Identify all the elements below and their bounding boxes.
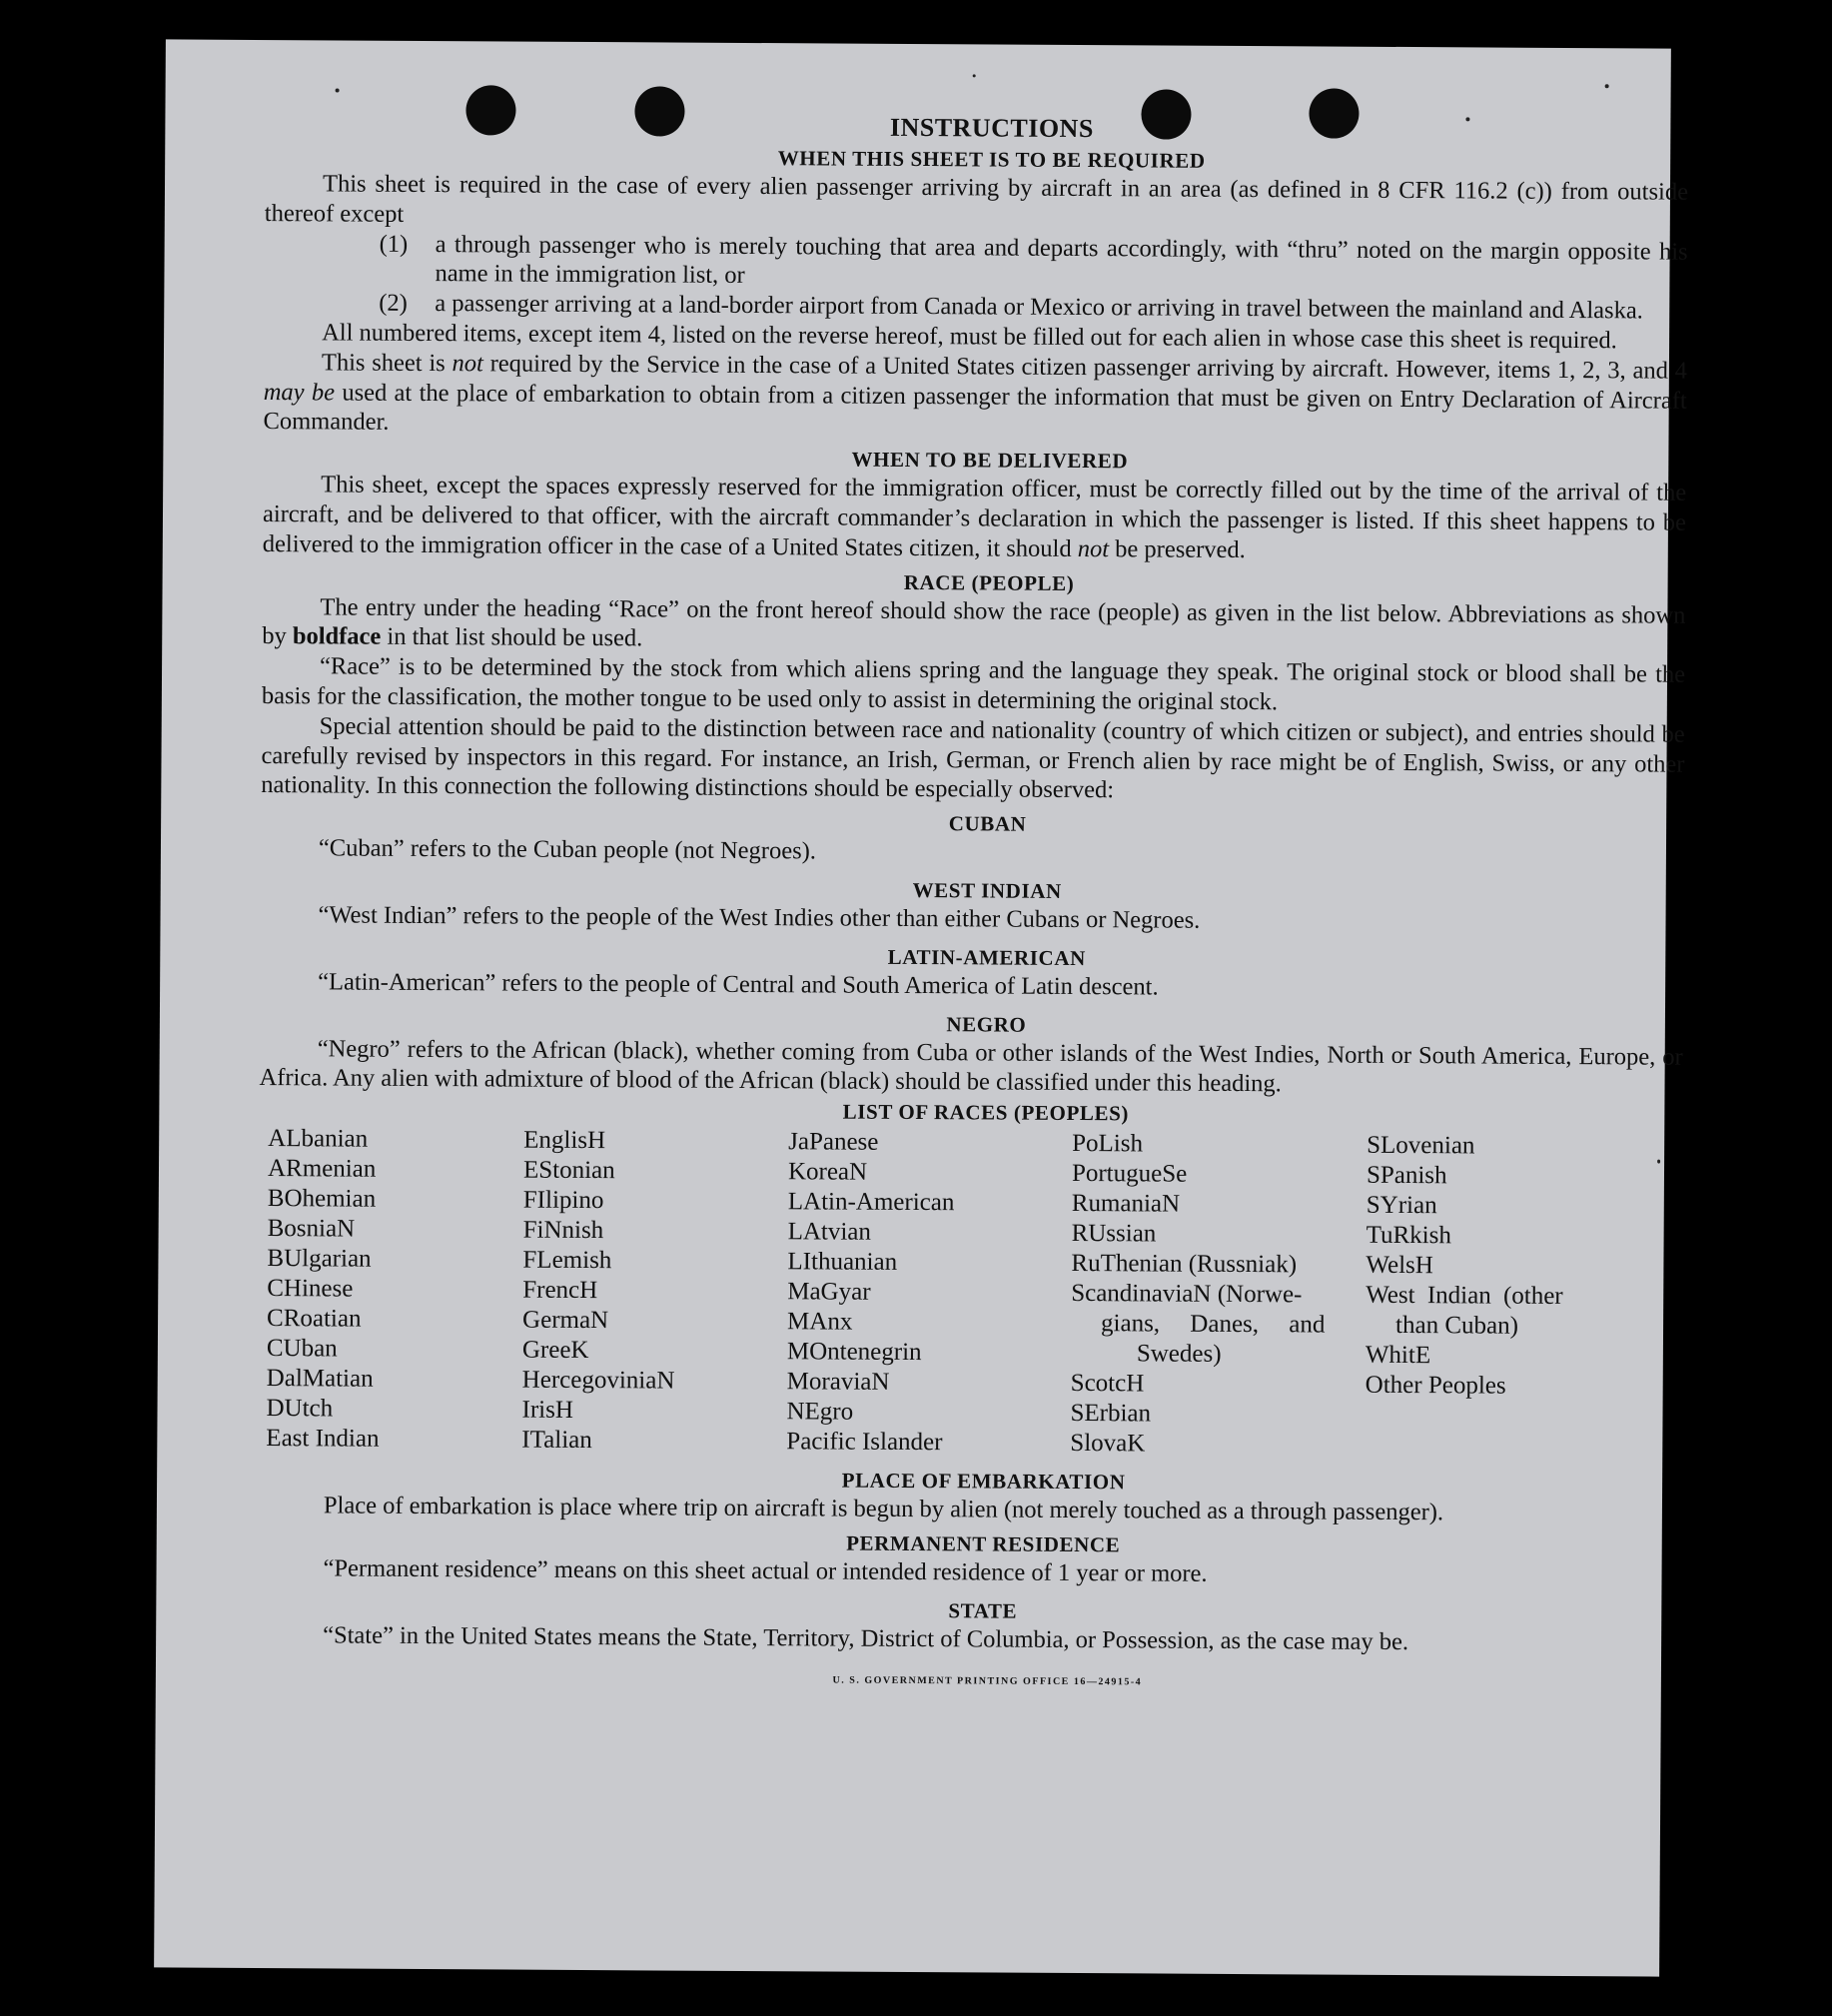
text-run: The entry under the heading “Race” on the front hereof should show the race (people) as given in the list below. Abbreviations as shown by [262,592,1686,650]
paragraph [262,592,1685,660]
races-column [521,1126,788,1458]
text-run: in that list should be used. [381,623,643,652]
section-heading: PLACE OF EMBARKATION [841,1468,1126,1495]
race-entry: SYrian [1366,1191,1437,1220]
paragraph: “Race” is to be determined by the stock from which aliens spring and the language they speak. The original stock or blood shall be the basis for the classification, the mother tongue to be used only to assist in determining the original stock. [261,652,1686,716]
section-heading: LIST OF RACES (PEOPLES) [842,1099,1130,1126]
section-heading: RACE (PEOPLE) [903,569,1075,595]
paragraph: “Permanent residence” means on this sheet actual or intended residence of 1 year or more. [323,1554,1208,1587]
races-column [266,1124,523,1456]
race-entry: Pacific Islander [786,1428,943,1457]
race-entry: ScandinaviaN (Norwe- [1071,1280,1303,1309]
race-entry: SLovenian [1367,1131,1475,1160]
paragraph [263,348,1687,446]
race-entry: NEgro [786,1398,854,1426]
race-entry: ALbanian [268,1125,369,1153]
race-entry: GreeK [521,1336,589,1365]
item-number: (2) [379,289,408,318]
paragraph: This sheet is required in the case of every alien passenger arriving by aircraft in an area (as defined in 8 CFR 116.2 (c)) from outside thereof except [264,170,1689,228]
section-heading: LATIN-AMERICAN [887,944,1086,970]
races-column [1365,1131,1636,1463]
race-entry: FIlipino [522,1186,604,1215]
speck [973,74,976,77]
race-entry: FLemish [522,1246,612,1275]
emphasis: not [452,349,483,378]
item-text: a passenger arriving at a land-border airport from Canada or Mexico or arriving in travel between the mainland and Alaska. [435,290,1643,325]
paragraph: “West Indian” refers to the people of the West Indies other than either Cubans or Negroes. [318,901,1201,934]
paragraph: “Latin-American” refers to the people of Central and South America of Latin descent. [318,968,1159,1001]
speck [336,88,340,92]
section-heading: NEGRO [946,1011,1027,1037]
paragraph: Special attention should be paid to the distinction between race and nationality (country of which citizen or subject), and entries should be carefully revised by inspectors in this regard. For instance, an Irish, German, or French alien by race might be of English, Swiss, or any other nationality. In this connection the following distinctions should be especially observed: [261,712,1685,804]
race-entry: SPanish [1366,1161,1447,1190]
bold-text: boldface [292,622,382,651]
paragraph [263,470,1687,567]
section-heading: WHEN THIS SHEET IS TO BE REQUIRED [777,146,1206,173]
races-list [266,1124,1682,1463]
race-entry: MaGyar [787,1278,871,1306]
race-entry: EnglisH [523,1126,606,1155]
paragraph: “Negro” refers to the African (black), whether coming from Cuba or other islands of the West Indies, North or South America, Europe, or Africa. Any alien with admixture of blood of the African (black) should be classified under this heading. [259,1034,1683,1098]
paragraph: Place of embarkation is place where trip on aircraft is begun by alien (not merely touched as a through passenger). [323,1492,1444,1526]
paragraph: All numbered items, except item 4, listed on the reverse hereof, must be filled out for each alien in whose case this sheet is required. [322,319,1617,355]
race-entry: EStonian [522,1156,615,1185]
race-entry: gians, Danes, and [1100,1310,1326,1339]
text-run: be preserved. [1109,534,1246,563]
race-entry: LAtvian [787,1218,872,1246]
section-heading: PERMANENT RESIDENCE [846,1530,1121,1557]
race-entry: MoraviaN [786,1368,890,1396]
printer-imprint: U. S. GOVERNMENT PRINTING OFFICE 16—24915-4 [832,1674,1143,1687]
race-entry: BosniaN [267,1215,356,1243]
speck [1657,1160,1660,1164]
race-entry: LIthuanian [787,1248,898,1277]
race-entry: PortugueSe [1071,1160,1188,1188]
emphasis: may be [263,378,336,407]
section-heading: STATE [948,1597,1018,1623]
race-entry: TuRkish [1366,1221,1451,1250]
section-heading: WEST INDIAN [912,877,1062,903]
race-entry: MOntenegrin [786,1338,922,1367]
race-entry: GermaN [522,1306,609,1335]
race-entry: KoreaN [787,1158,868,1186]
race-entry: RumaniaN [1071,1190,1181,1218]
section-heading: WHEN TO BE DELIVERED [851,447,1129,474]
races-column [786,1127,1072,1459]
section-heading: CUBAN [948,811,1027,836]
race-entry: SErbian [1070,1400,1152,1428]
race-entry: ITalian [521,1426,592,1455]
race-entry: BOhemian [267,1185,377,1213]
item-number: (1) [379,230,409,258]
race-entry: CRoatian [267,1305,362,1333]
race-entry: FiNnish [522,1216,604,1245]
race-entry: IrisH [521,1396,574,1425]
race-entry: CHinese [267,1275,354,1303]
race-entry: East Indian [266,1425,380,1453]
text-run: used at the place of embarkation to obtain from a citizen passenger the information that must be given on Entry Declaration of Aircraft Commander. [263,379,1687,437]
race-entry: RUssian [1071,1220,1157,1248]
text-run: This sheet, except the spaces expressly reserved for the immigration officer, must be correctly filled out by the time of the arrival of the aircraft, and be delivered to that officer, with the aircraft commander’s declaration in which the passenger is listed. If this sheet happens to be delivered to the immigration officer in the case of a United States citizen, it should [262,471,1687,562]
speck [1605,84,1609,88]
races-column [1070,1129,1367,1461]
race-entry: BUlgarian [267,1245,372,1273]
race-entry: RuThenian (Russniak) [1071,1250,1298,1279]
paragraph: “State” in the United States means the State, Territory, District of Columbia, or Possession, as the case may be. [323,1621,1409,1655]
item-text: a through passenger who is merely touching that area and departs accordingly, with “thru” noted on the margin opposite his name in the immigration list, or [435,230,1688,290]
paragraph: “Cuban” refers to the Cuban people (not Negroes). [318,834,817,865]
race-entry: DalMatian [266,1365,374,1393]
race-entry: PoLish [1072,1130,1144,1158]
race-entry: DUtch [266,1395,334,1423]
emphasis: not [1077,534,1110,562]
race-entry: HercegoviniaN [521,1366,675,1395]
document-body [256,108,1689,1700]
race-entry: ARmenian [267,1155,377,1183]
document-sheet [154,39,1689,1976]
race-entry: West Indian (other [1366,1281,1563,1311]
race-entry: Swedes) [1136,1340,1222,1369]
text-run: required by the Service in the case of a United States citizen passenger arriving by aircraft. However, items 1, 2, 3, and 4 [482,350,1687,385]
race-entry: FrencH [522,1276,598,1305]
race-entry: than Cuban) [1394,1312,1519,1340]
race-entry: WelsH [1366,1251,1433,1280]
text-run: This sheet is [321,349,453,377]
race-entry: SlovaK [1070,1430,1146,1458]
race-entry: LAtin-American [787,1188,955,1217]
race-entry: WhitE [1365,1341,1431,1370]
race-entry: CUban [266,1335,338,1363]
list-item [379,229,1687,297]
race-entry: ScotcH [1070,1370,1145,1398]
race-entry: MAnx [786,1308,853,1336]
race-entry: Other Peoples [1365,1371,1506,1400]
page-title: INSTRUCTIONS [889,112,1094,144]
speck [1465,117,1469,121]
race-entry: JaPanese [788,1128,879,1156]
